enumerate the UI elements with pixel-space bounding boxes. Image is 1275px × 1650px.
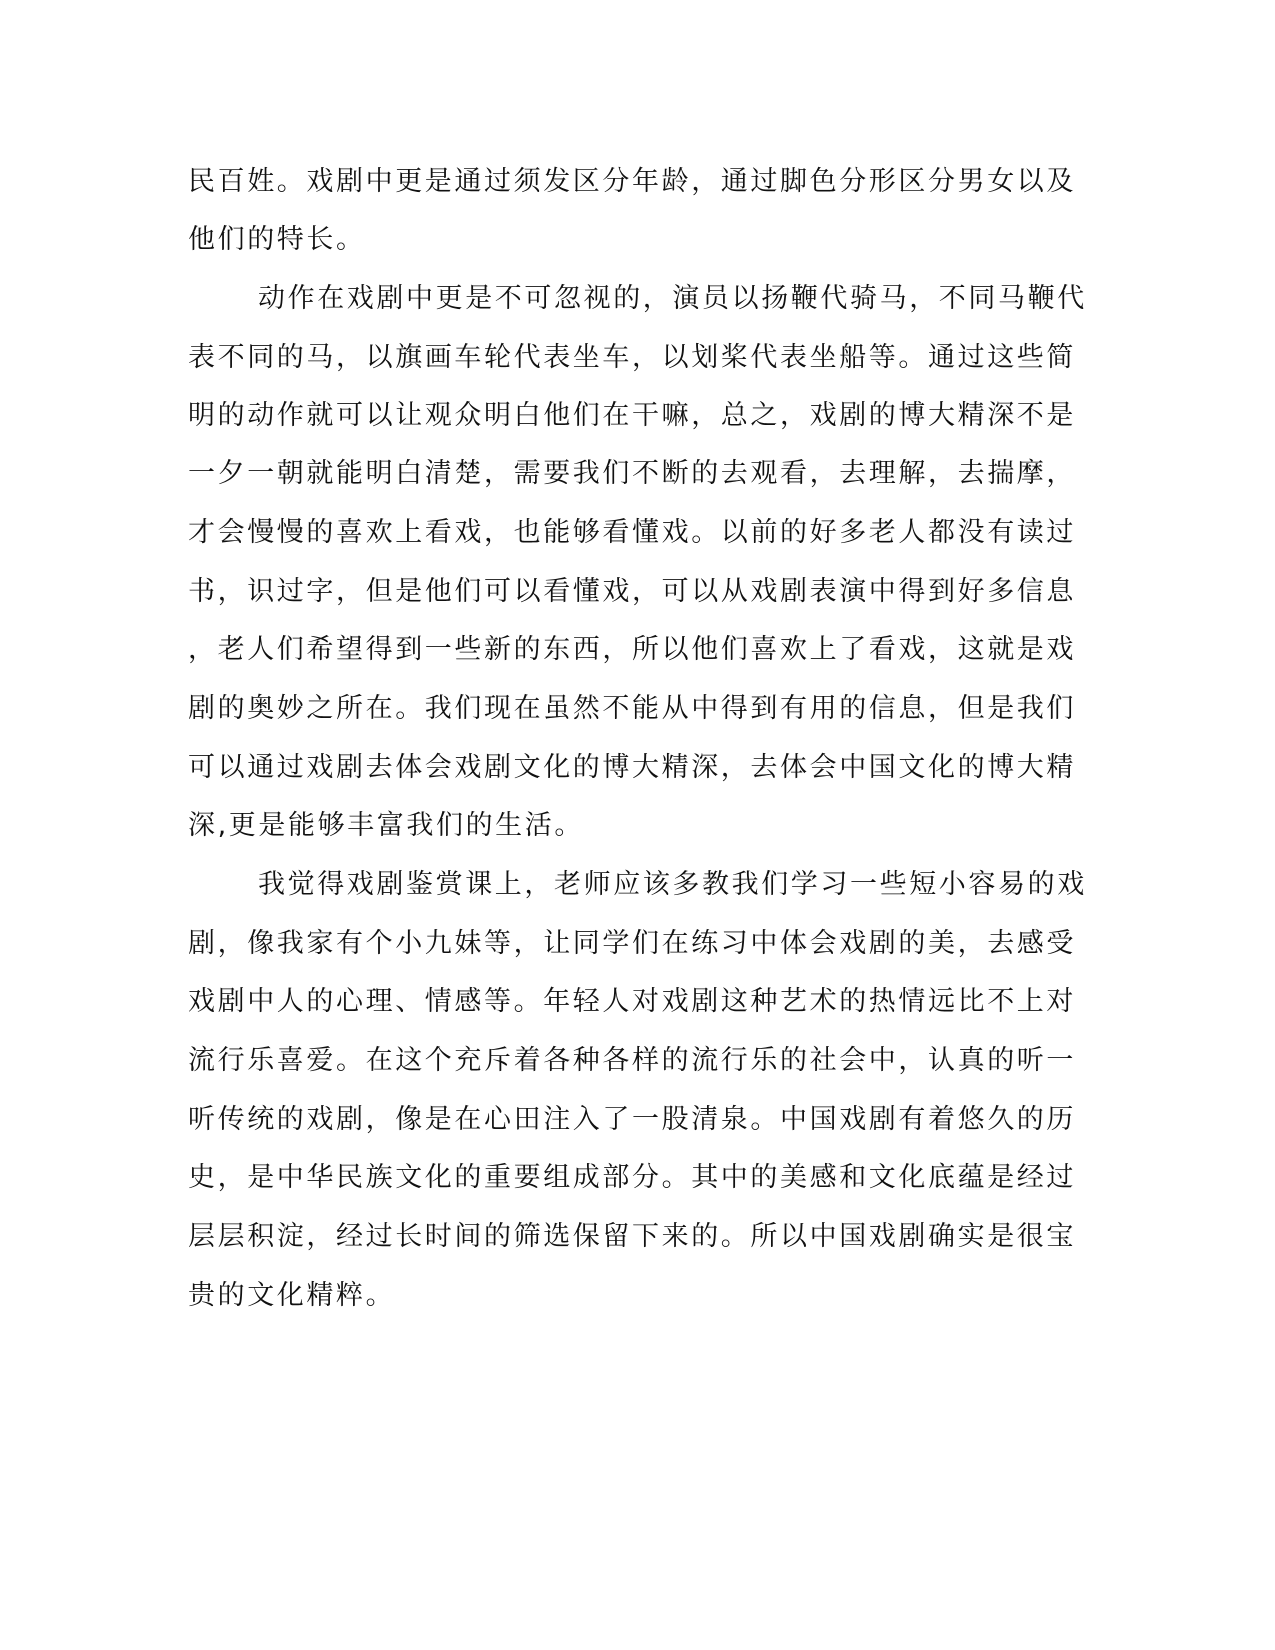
- paragraph-2-line-4: 一夕一朝就能明白清楚，需要我们不断的去观看，去理解，去揣摩，: [188, 458, 1076, 489]
- paragraph-2-line-9: 可以通过戏剧去体会戏剧文化的博大精深，去体会中国文化的博大精: [188, 752, 1076, 783]
- paragraph-2-line-10: 深,更是能够丰富我们的生活。: [188, 810, 584, 841]
- paragraph-3-line-4: 流行乐喜爱。在这个充斥着各种各样的流行乐的社会中，认真的听一: [188, 1045, 1076, 1076]
- paragraph-3-line-1: 我觉得戏剧鉴赏课上，老师应该多教我们学习一些短小容易的戏: [258, 869, 1087, 900]
- paragraph-3-line-6: 史，是中华民族文化的重要组成部分。其中的美感和文化底蕴是经过: [188, 1162, 1076, 1193]
- paragraph-2-line-2: 表不同的马，以旗画车轮代表坐车，以划桨代表坐船等。通过这些简: [188, 342, 1076, 373]
- paragraph-1-line-1: 民百姓。戏剧中更是通过须发区分年龄，通过脚色分形区分男女以及: [188, 166, 1076, 197]
- paragraph-2-line-6: 书，识过字，但是他们可以看懂戏，可以从戏剧表演中得到好多信息: [188, 576, 1076, 607]
- paragraph-2-line-7: ，老人们希望得到一些新的东西，所以他们喜欢上了看戏，这就是戏: [188, 634, 1076, 665]
- paragraph-3-line-3: 戏剧中人的心理、情感等。年轻人对戏剧这种艺术的热情远比不上对: [188, 986, 1076, 1017]
- paragraph-2-line-1: 动作在戏剧中更是不可忽视的，演员以扬鞭代骑马，不同马鞭代: [258, 283, 1087, 314]
- paragraph-3-line-5: 听传统的戏剧，像是在心田注入了一股清泉。中国戏剧有着悠久的历: [188, 1104, 1076, 1135]
- paragraph-2-line-3: 明的动作就可以让观众明白他们在干嘛，总之，戏剧的博大精深不是: [188, 400, 1076, 431]
- paragraph-1-line-2: 他们的特长。: [188, 224, 366, 255]
- paragraph-3-line-8: 贵的文化精粹。: [188, 1280, 396, 1311]
- paragraph-2-line-8: 剧的奥妙之所在。我们现在虽然不能从中得到有用的信息，但是我们: [188, 693, 1076, 724]
- paragraph-3-line-2: 剧，像我家有个小九妹等，让同学们在练习中体会戏剧的美，去感受: [188, 928, 1076, 959]
- paragraph-2-line-5: 才会慢慢的喜欢上看戏，也能够看懂戏。以前的好多老人都没有读过: [188, 517, 1076, 548]
- paragraph-3-line-7: 层层积淀，经过长时间的筛选保留下来的。所以中国戏剧确实是很宝: [188, 1221, 1076, 1252]
